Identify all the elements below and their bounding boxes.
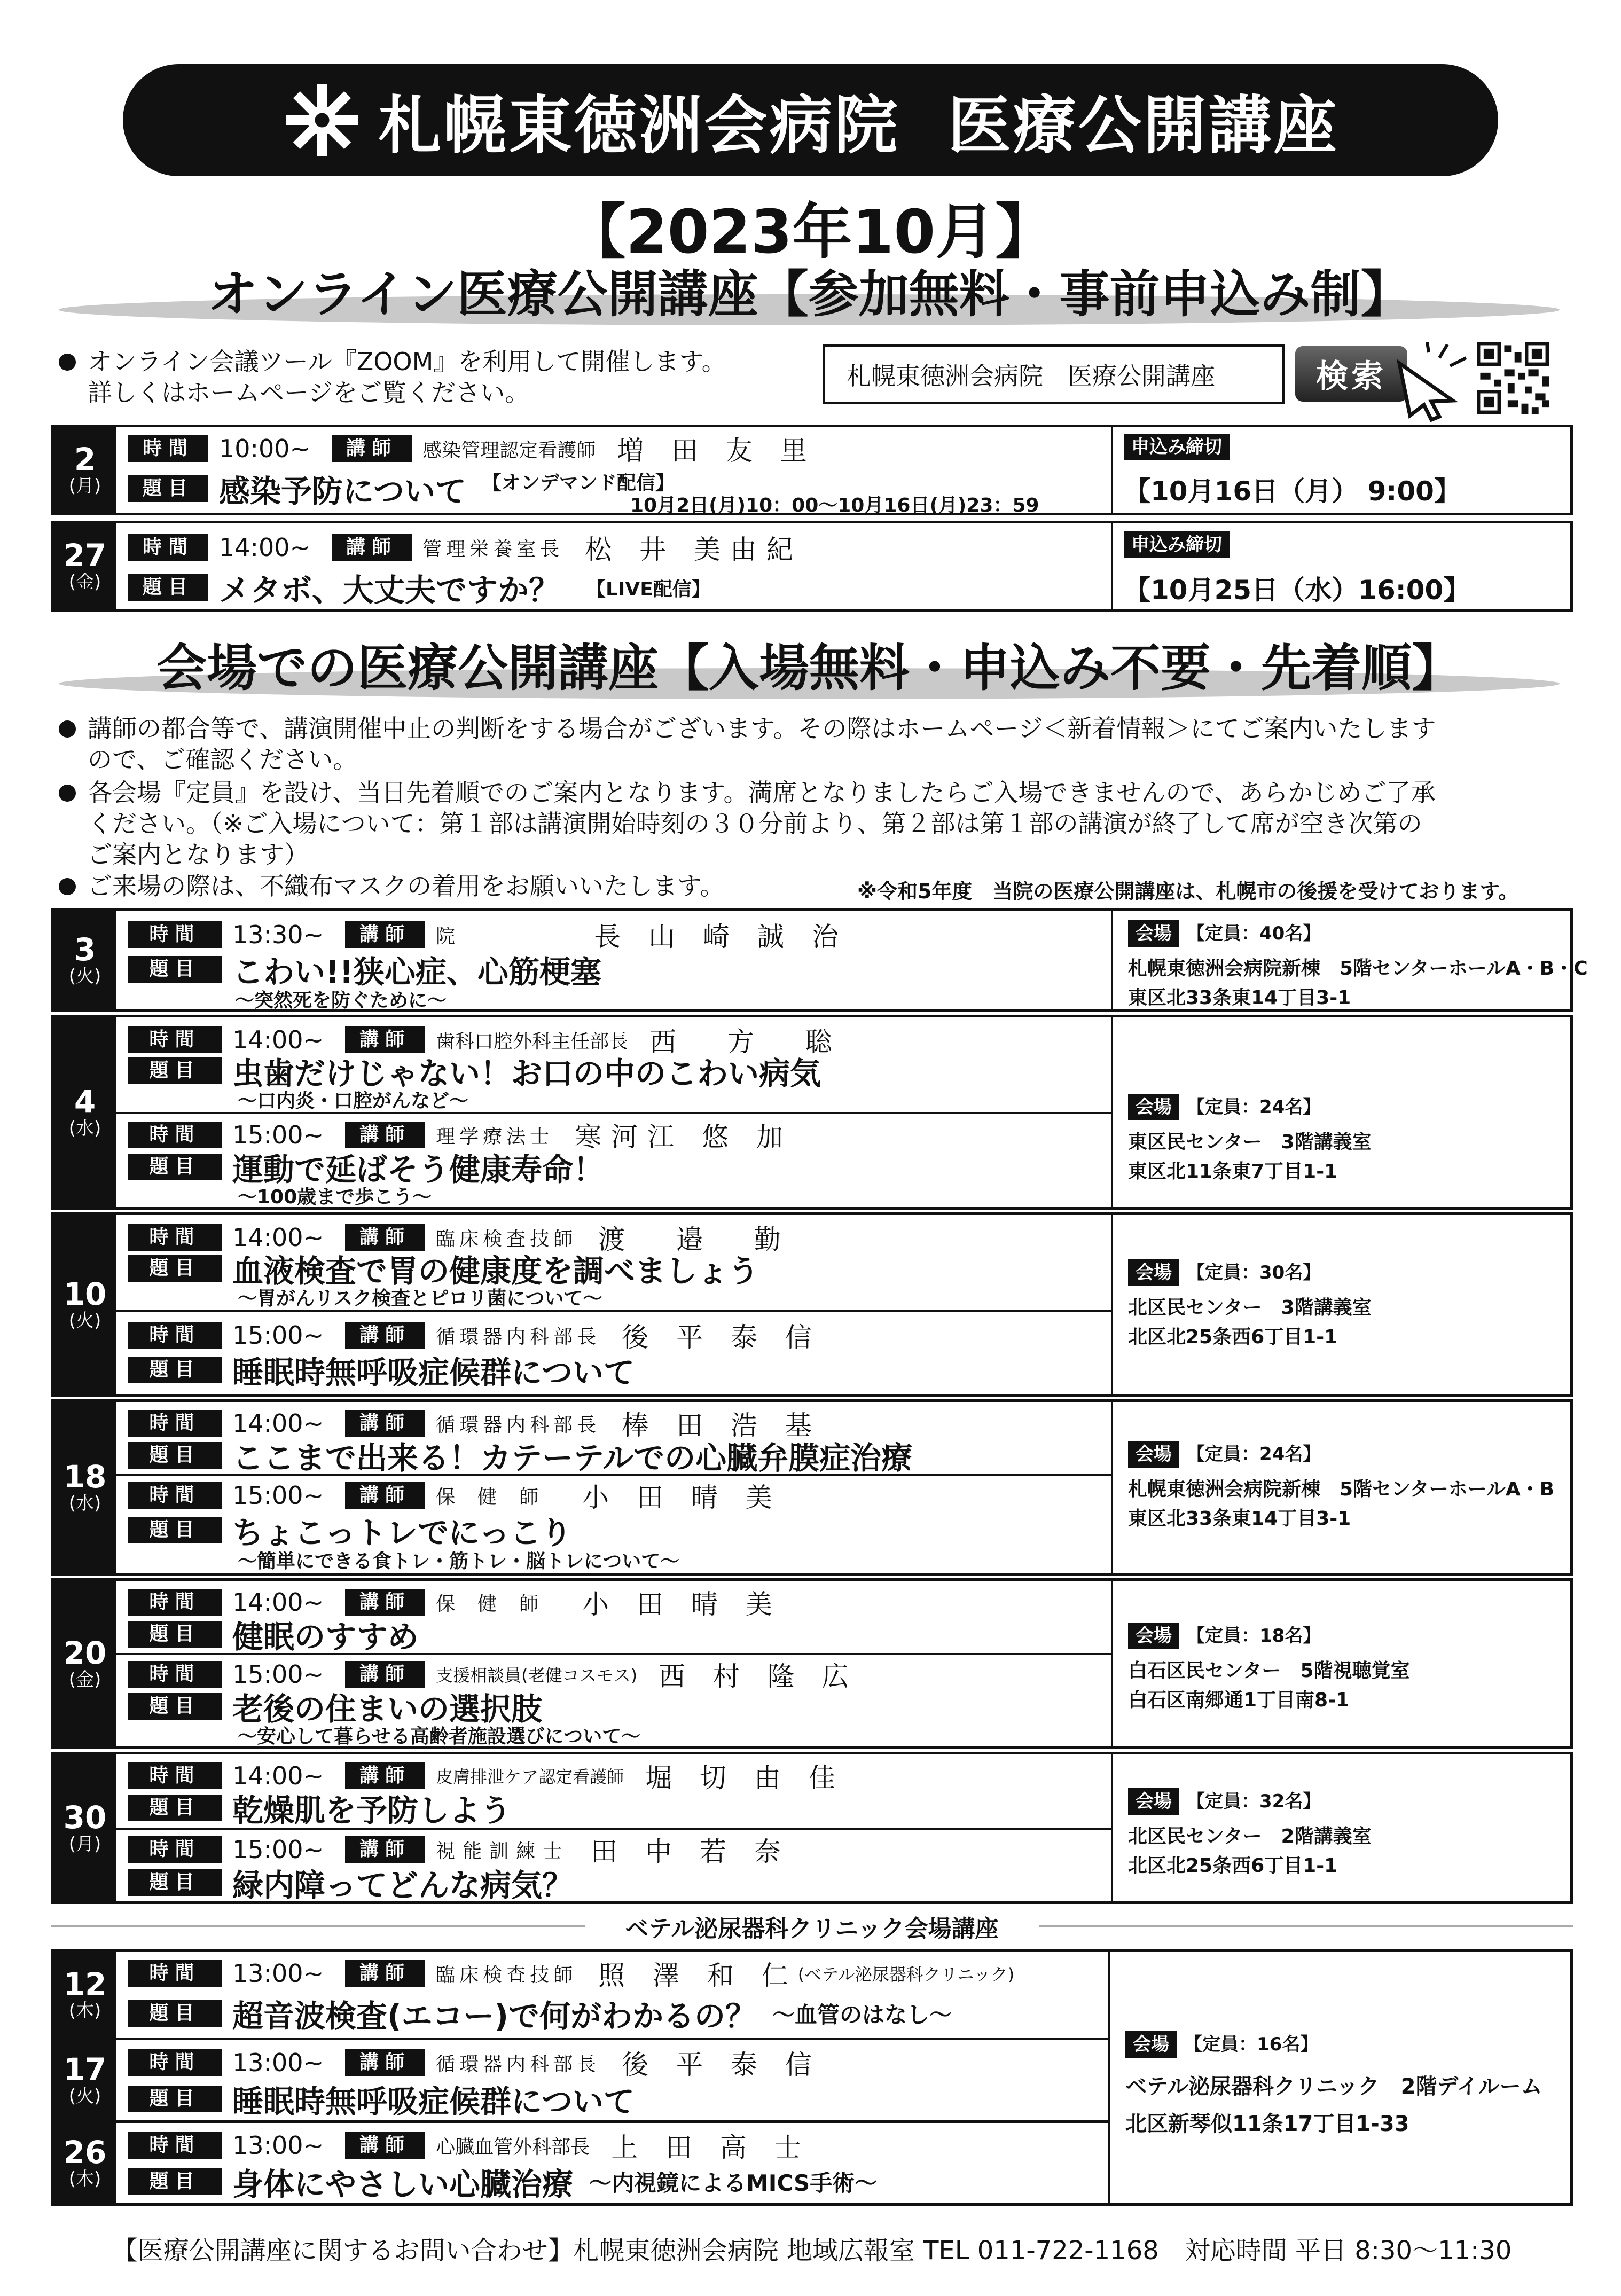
- qr-code-icon[interactable]: [1477, 342, 1549, 414]
- session-time: 14:00~: [232, 1409, 324, 1438]
- lecturer-role: 保健師: [436, 1593, 561, 1615]
- bullet-icon: [59, 720, 76, 738]
- lecturer-tag: 講師: [345, 1224, 425, 1251]
- lecturer-name: 照 澤 和 仁: [598, 1960, 798, 1991]
- session-date: 27 (金): [53, 523, 116, 609]
- online-note: オンライン会議ツール『ZOOM』を利用して開催します。 詳しくはホームページをご覧ください。: [59, 346, 726, 408]
- lecturer-name: 西 方 聡: [649, 1026, 853, 1057]
- deadline-value: 【10月16日（月） 9:00】: [1124, 476, 1461, 507]
- lecturer-tag: 講師: [345, 1589, 425, 1616]
- session-time: 13:00~: [232, 2131, 324, 2160]
- session-subtitle: ～口内炎・口腔がんなど～: [238, 1090, 469, 1112]
- venue-place: 東区民センター 3階講義室: [1128, 1131, 1372, 1153]
- session-subtitle: ～簡単にできる食トレ・筋トレ・脳トレについて～: [238, 1550, 680, 1572]
- lecturer-name: 小 田 晴 美: [582, 1589, 782, 1620]
- lecturer-role: 保健師: [436, 1486, 561, 1508]
- venue-address: 東区北33条東14丁目3-1: [1128, 987, 1351, 1009]
- lecturer-tag: 講師: [345, 1322, 425, 1349]
- time-tag: 時間: [128, 1762, 222, 1789]
- session-topic: 睡眠時無呼吸症候群について: [232, 2083, 635, 2120]
- lecturer-role: 循環器内科部長: [436, 2053, 601, 2075]
- venue-tag: 会場: [1128, 1441, 1179, 1468]
- topic-tag: 題目: [128, 574, 208, 601]
- lecturer-name: 松 井 美由紀: [585, 534, 803, 565]
- lecturer-name: 長 山 崎 誠 治: [594, 921, 848, 952]
- venue-place: ベテル泌尿器科クリニック 2階デイルーム: [1125, 2074, 1542, 2099]
- venue-day-18: [51, 1399, 1573, 1576]
- session-date: 20 (金): [53, 1581, 116, 1746]
- session-time: 14:00~: [219, 533, 311, 562]
- session-time: 15:00~: [232, 1660, 324, 1689]
- lecturer-tag: 講師: [345, 2049, 425, 2076]
- time-tag: 時間: [128, 1960, 222, 1987]
- bullet-icon: [59, 354, 76, 371]
- session-topic: 身体にやさしい心臓治療: [232, 2166, 574, 2203]
- lecturer-name: 西 村 隆 広: [659, 1661, 858, 1692]
- venue-address: 北区北25条西6丁目1-1: [1128, 1326, 1338, 1348]
- venue-capacity: 【定員：30名】: [1187, 1262, 1321, 1283]
- session-date: 10 (火): [53, 1215, 116, 1394]
- lecturer-role: 心臓血管外科部長: [436, 2136, 590, 2158]
- lecturer-name: 上 田 高 士: [611, 2132, 811, 2163]
- venue-day-20: [51, 1578, 1573, 1749]
- session-topic: 感染予防について: [219, 473, 466, 510]
- session-time: 15:00~: [232, 1120, 324, 1149]
- time-tag: 時間: [128, 1224, 222, 1251]
- hospital-logo-icon: [282, 80, 362, 160]
- search-input[interactable]: 札幌東徳洲会病院 医療公開講座: [823, 344, 1285, 404]
- lecturer-name: 棒 田 浩 基: [622, 1410, 821, 1441]
- venue-day-30: [51, 1752, 1573, 1904]
- lecturer-tag: 講師: [345, 1122, 425, 1148]
- venue-tag: 会場: [1128, 1788, 1179, 1815]
- delivery-period: 10月2日(月)10：00～10月16日(月)23：59: [630, 495, 1039, 516]
- session-time: 13:00~: [232, 2048, 324, 2077]
- time-tag: 時間: [128, 1322, 222, 1349]
- venue-place: 白石区民センター 5階視聴覚室: [1128, 1660, 1410, 1682]
- lecturer-role: 支援相談員(老健コスモス): [436, 1665, 638, 1686]
- topic-tag: 題目: [128, 1057, 222, 1084]
- venue-note-3: ご来場の際は、不織布マスクの着用をお願いいたします。: [59, 871, 724, 902]
- session-date: 3 (火): [53, 911, 116, 1009]
- lecturer-name: 田 中 若 奈: [591, 1836, 790, 1867]
- session-topic: ここまで出来る！カテーテルでの心臓弁膜症治療: [232, 1440, 913, 1476]
- lecturer-tag: 講師: [345, 1410, 425, 1437]
- session-topic: 健眠のすすめ: [232, 1619, 419, 1655]
- lecturer-tag: 講師: [332, 435, 412, 462]
- lecturer-role: 歯科口腔外科主任部長: [436, 1030, 629, 1053]
- venue-capacity: 【定員：32名】: [1187, 1791, 1321, 1812]
- lecturer-tag: 講師: [345, 1482, 425, 1509]
- venue-place: 札幌東徳洲会病院新棟 5階センターホールA・B: [1128, 1478, 1555, 1500]
- session-topic: 虫歯だけじゃない！お口の中のこわい病気: [232, 1055, 821, 1092]
- session-topic: 睡眠時無呼吸症候群について: [232, 1354, 635, 1391]
- venue-address: 北区新琴似11条17丁目1-33: [1125, 2112, 1409, 2136]
- lecturer-role: 臨床検査技師: [436, 1228, 577, 1250]
- venue-tag: 会場: [1128, 1094, 1179, 1120]
- venue-tag: 会場: [1125, 2031, 1177, 2058]
- program-title: 医療公開講座: [947, 89, 1339, 162]
- time-tag: 時間: [128, 1589, 222, 1616]
- lecturer-tag: 講師: [345, 1026, 425, 1053]
- cursor-click-icon: [1389, 342, 1469, 422]
- venue-capacity: 【定員：40名】: [1187, 923, 1321, 944]
- session-subtitle: ～突然死を防ぐために～: [235, 990, 447, 1012]
- session-topic: ちょこっトレでにっこり: [232, 1515, 572, 1551]
- topic-tag: 題目: [128, 2168, 222, 2195]
- venue-note-1: 講師の都合等で、講演開催中止の判断をする場合がございます。その際はホームページ＜新着情報＞にてご案内いたします ので、ご確認ください。: [59, 713, 1576, 775]
- vetel-section-label: ベテル泌尿器科クリニック会場講座: [51, 1909, 1573, 1941]
- lecturer-name: 渡 邉 勤: [598, 1224, 802, 1255]
- vetel-block: [51, 1949, 1573, 2216]
- deadline-tag: 申込み締切: [1124, 531, 1230, 558]
- venue-address: 東区北11条東7丁目1-1: [1128, 1161, 1338, 1182]
- session-time: 15:00~: [232, 1321, 324, 1350]
- venue-capacity: 【定員：18名】: [1187, 1625, 1321, 1647]
- session-time: 14:00~: [232, 1025, 324, 1054]
- online-banner: オンライン医療公開講座【参加無料・事前申込み制】: [59, 254, 1560, 323]
- session-topic: 運動で延ばそう健康寿命！: [232, 1151, 605, 1188]
- session-subtitle: ～胃がんリスク検査とピロリ菌について～: [238, 1288, 602, 1310]
- session-time: 15:00~: [232, 1481, 324, 1510]
- topic-tag: 題目: [128, 475, 208, 502]
- time-tag: 時間: [128, 921, 222, 948]
- session-subtitle: ～安心して暮らせる高齢者施設選びについて～: [238, 1726, 641, 1748]
- lecturer-tag: 講師: [345, 1661, 425, 1688]
- online-session-1: [51, 425, 1573, 515]
- lecturer-name: 増 田 友 里: [617, 435, 817, 466]
- session-date: 12 (木): [53, 1952, 116, 2038]
- venue-day-3: [51, 908, 1588, 1012]
- bullet-icon: [59, 878, 76, 895]
- vetel-venue: [1108, 1949, 1573, 2206]
- topic-tag: 題目: [128, 1357, 222, 1383]
- venue-address: 東区北33条東14丁目3-1: [1128, 1508, 1351, 1530]
- session-time: 13:00~: [232, 1959, 324, 1988]
- lecturer-role: 理学療法士: [436, 1125, 554, 1148]
- topic-tag: 題目: [128, 956, 222, 983]
- session-topic: こわい!!狭心症、心筋梗塞: [232, 954, 601, 990]
- venue-capacity: 【定員：24名】: [1187, 1444, 1321, 1465]
- lecturer-name: 寒河江 悠 加: [575, 1122, 793, 1153]
- time-tag: 時間: [128, 2049, 222, 2076]
- search-button[interactable]: 検索: [1295, 346, 1407, 402]
- session-topic: 超音波検査(エコー)で何がわかるの？: [232, 1998, 757, 2034]
- venue-capacity: 【定員：24名】: [1187, 1096, 1321, 1118]
- session-time: 10:00~: [219, 434, 311, 463]
- time-tag: 時間: [128, 1410, 222, 1437]
- time-tag: 時間: [128, 1026, 222, 1053]
- venue-tag: 会場: [1128, 920, 1179, 947]
- lecturer-tag: 講師: [345, 1836, 425, 1863]
- time-tag: 時間: [128, 2132, 222, 2159]
- time-tag: 時間: [128, 1836, 222, 1863]
- topic-tag: 題目: [128, 1795, 222, 1821]
- session-topic: メタボ、大丈夫ですか？: [219, 572, 560, 608]
- title-bar: [123, 64, 1498, 176]
- topic-tag: 題目: [128, 1693, 222, 1720]
- session-subtitle: ～内視鏡によるMICS手術～: [589, 2170, 878, 2196]
- venue-address: 白石区南郷通1丁目南8-1: [1128, 1689, 1350, 1711]
- lecturer-role: 臨床検査技師: [436, 1964, 577, 1986]
- session-time: 13:30~: [232, 920, 324, 949]
- venue-place: 北区民センター 2階講義室: [1128, 1825, 1372, 1847]
- lecturer-role: 循環器内科部長: [436, 1414, 601, 1436]
- venue-note-2: 各会場『定員』を設け、当日先着順でのご案内となります。満席となりましたらご入場できませんので、あらかじめご了承 ください。（※ご入場について：第１部は講演開始時刻の３０分前より、第２部は第１部の講演が終了して席が空き次第の ご案内となります）: [59, 777, 1576, 870]
- time-tag: 時間: [128, 1482, 222, 1509]
- session-date: 26 (木): [53, 2123, 116, 2203]
- topic-tag: 題目: [128, 1442, 222, 1469]
- venue-tag: 会場: [1128, 1623, 1179, 1649]
- delivery-mode: 【LIVE配信】: [586, 578, 711, 600]
- topic-tag: 題目: [128, 1154, 222, 1180]
- session-time: 14:00~: [232, 1223, 324, 1252]
- lecturer-name: 後 平 泰 信: [622, 1322, 821, 1353]
- session-topic: 血液検査で胃の健康度を調べましょう: [232, 1253, 759, 1289]
- lecturer-tag: 講師: [345, 921, 425, 948]
- online-session-2: [51, 521, 1573, 612]
- sponsorship-note: ※令和5年度 当院の医療公開講座は、札幌市の後援を受けております。: [857, 880, 1519, 903]
- bullet-icon: [59, 785, 76, 802]
- session-time: 14:00~: [232, 1588, 324, 1617]
- venue-banner: 会場での医療公開講座【入場無料・申込み不要・先着順】: [59, 628, 1560, 697]
- lecturer-tag: 講師: [332, 534, 412, 561]
- session-date: 17 (火): [53, 2040, 116, 2120]
- lecturer-tag: 講師: [345, 1960, 425, 1987]
- lecturer-name: 小 田 晴 美: [582, 1482, 782, 1513]
- session-time: 14:00~: [232, 1761, 324, 1790]
- deadline-value: 【10月25日（水）16:00】: [1124, 575, 1470, 606]
- footer-contact: 【医療公開講座に関するお問い合わせ】札幌東徳洲会病院 地域広報室 TEL 011-722-1168 対応時間 平日 8:30～11:30: [112, 2236, 1512, 2266]
- delivery-mode: 【オンデマンド配信】: [482, 472, 675, 494]
- session-subtitle: ～血管のはなし～: [772, 2002, 952, 2028]
- lecturer-role: 院: [436, 925, 456, 947]
- lecturer-role: 視能訓練士: [436, 1840, 570, 1862]
- lecturer-tag: 講師: [345, 2132, 425, 2159]
- lecturer-name: 堀 切 由 佳: [645, 1762, 845, 1793]
- session-subtitle: ～100歳まで歩こう～: [238, 1186, 432, 1208]
- topic-tag: 題目: [128, 1255, 222, 1282]
- lecturer-role: 循環器内科部長: [436, 1326, 601, 1348]
- venue-day-4: [51, 1015, 1573, 1210]
- topic-tag: 題目: [128, 2000, 222, 2027]
- session-topic: 緑内障ってどんな病気？: [232, 1867, 574, 1903]
- lecturer-tag: 講師: [345, 1762, 425, 1789]
- session-date: 30 (月): [53, 1754, 116, 1901]
- topic-tag: 題目: [128, 1869, 222, 1896]
- hospital-name: 札幌東徳洲会病院: [378, 89, 900, 162]
- lecturer-role: 皮膚排泄ケア認定看護師: [436, 1767, 624, 1787]
- lecturer-role: 感染管理認定看護師: [422, 439, 596, 461]
- topic-tag: 題目: [128, 1517, 222, 1543]
- venue-address: 北区北25条西6丁目1-1: [1128, 1855, 1338, 1877]
- lecturer-name: 後 平 泰 信: [622, 2049, 821, 2080]
- time-tag: 時間: [128, 435, 208, 462]
- session-date: 2 (月): [53, 427, 116, 513]
- session-date: 4 (水): [53, 1017, 116, 1207]
- venue-place: 札幌東徳洲会病院新棟 5階センターホールA・B・C: [1128, 958, 1588, 979]
- lecturer-role: 管理栄養室長: [422, 538, 564, 560]
- lecturer-affiliation: (ベテル泌尿器科クリニック): [797, 1964, 1015, 1985]
- venue-day-10: [51, 1212, 1573, 1397]
- topic-tag: 題目: [128, 1621, 222, 1648]
- venue-tag: 会場: [1128, 1259, 1179, 1286]
- deadline-tag: 申込み締切: [1124, 434, 1230, 460]
- session-topic: 乾燥肌を予防しよう: [232, 1792, 512, 1829]
- session-topic: 老後の住まいの選択肢: [232, 1691, 543, 1727]
- venue-capacity: 【定員：16名】: [1184, 2034, 1319, 2055]
- time-tag: 時間: [128, 534, 208, 561]
- month-title: 【2023年10月】: [566, 198, 1055, 267]
- venue-place: 北区民センター 3階講義室: [1128, 1297, 1372, 1319]
- topic-tag: 題目: [128, 2086, 222, 2112]
- time-tag: 時間: [128, 1661, 222, 1688]
- time-tag: 時間: [128, 1122, 222, 1148]
- session-time: 15:00~: [232, 1835, 324, 1864]
- session-date: 18 (水): [53, 1402, 116, 1573]
